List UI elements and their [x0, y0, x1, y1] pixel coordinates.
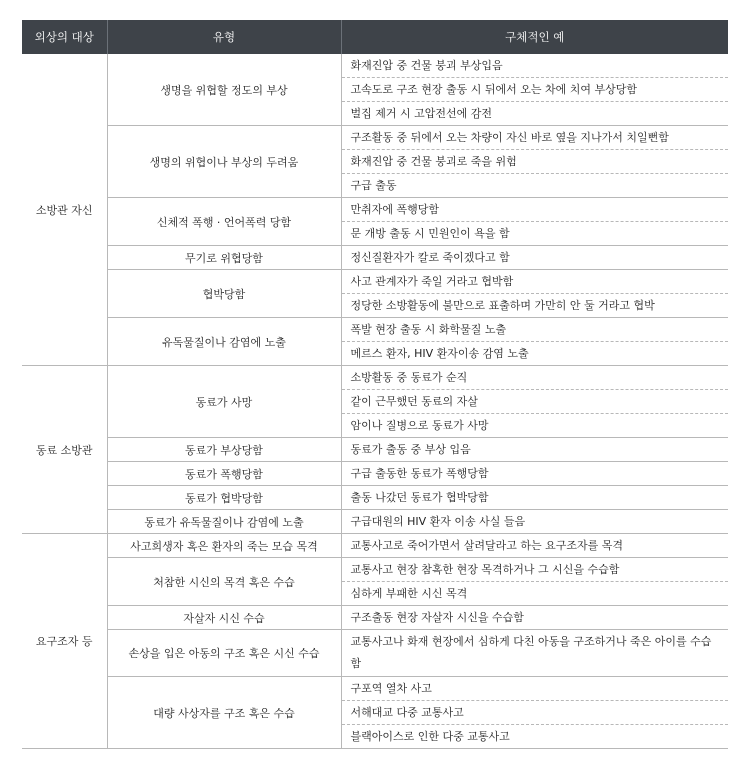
table-row	[22, 198, 728, 222]
category-cell: 동료 소방관	[22, 366, 107, 534]
example-cell: 동료가 출동 중 부상 입음	[341, 438, 728, 462]
trauma-table	[22, 20, 728, 749]
header-examples: 구체적인 예	[341, 20, 728, 54]
type-cell: 동료가 유독물질이나 감염에 노출	[107, 510, 341, 534]
table-row	[22, 246, 728, 270]
table-row	[22, 606, 728, 630]
example-cell: 구급대원의 HIV 환자 이송 사실 들음	[341, 510, 728, 534]
example-cell: 정신질환자가 칼로 죽이겠다고 함	[341, 246, 728, 270]
example-cell: 벌집 제거 시 고압전선에 감전	[341, 102, 728, 126]
type-cell: 자살자 시신 수습	[107, 606, 341, 630]
header-type: 유형	[107, 20, 341, 54]
table-row	[22, 462, 728, 486]
example-cell: 폭발 현장 출동 시 화학물질 노출	[341, 318, 728, 342]
type-cell: 동료가 폭행당함	[107, 462, 341, 486]
example-cell: 화재진압 중 건물 붕괴로 죽을 위험	[341, 150, 728, 174]
table-row	[22, 630, 728, 677]
type-cell: 무기로 위협당함	[107, 246, 341, 270]
example-cell: 출동 나갔던 동료가 협박당함	[341, 486, 728, 510]
table-row	[22, 318, 728, 342]
example-cell: 메르스 환자, HIV 환자이송 감염 노출	[341, 342, 728, 366]
table-row	[22, 558, 728, 582]
type-cell: 동료가 협박당함	[107, 486, 341, 510]
example-cell: 구포역 열차 사고	[341, 677, 728, 701]
example-cell: 구급 출동	[341, 174, 728, 198]
type-cell: 사고희생자 혹은 환자의 죽는 모습 목격	[107, 534, 341, 558]
type-cell: 신체적 폭행 · 언어폭력 당함	[107, 198, 341, 246]
example-cell: 정당한 소방활동에 불만으로 표출하며 가만히 안 둘 거라고 협박	[341, 294, 728, 318]
table-row	[22, 438, 728, 462]
example-cell: 구조활동 중 뒤에서 오는 차량이 자신 바로 옆을 지나가서 치일뻔함	[341, 126, 728, 150]
example-cell: 교통사고 현장 참혹한 현장 목격하거나 그 시신을 수습함	[341, 558, 728, 582]
table-row	[22, 54, 728, 78]
table-row	[22, 270, 728, 294]
table-row	[22, 534, 728, 558]
example-cell: 교통사고로 죽어가면서 살려달라고 하는 요구조자를 목격	[341, 534, 728, 558]
table-header-row	[22, 20, 728, 54]
table-row	[22, 126, 728, 150]
table-body	[22, 54, 728, 749]
example-cell: 블랙아이스로 인한 다중 교통사고	[341, 725, 728, 749]
type-cell: 대량 사상자를 구조 혹은 수습	[107, 677, 341, 749]
type-cell: 협박당함	[107, 270, 341, 318]
example-cell: 암이나 질병으로 동료가 사망	[341, 414, 728, 438]
table-row	[22, 510, 728, 534]
example-cell: 고속도로 구조 현장 출동 시 뒤에서 오는 차에 치여 부상당함	[341, 78, 728, 102]
example-cell: 문 개방 출동 시 민원인이 욕을 함	[341, 222, 728, 246]
type-cell: 동료가 사망	[107, 366, 341, 438]
table-row	[22, 677, 728, 701]
example-cell: 만취자에 폭행당함	[341, 198, 728, 222]
category-cell: 요구조자 등	[22, 534, 107, 749]
table-row	[22, 486, 728, 510]
type-cell: 생명의 위협이나 부상의 두려움	[107, 126, 341, 198]
example-cell: 구급 출동한 동료가 폭행당함	[341, 462, 728, 486]
type-cell: 동료가 부상당함	[107, 438, 341, 462]
header-target: 외상의 대상	[22, 20, 107, 54]
example-cell: 심하게 부패한 시신 목격	[341, 582, 728, 606]
type-cell: 유독물질이나 감염에 노출	[107, 318, 341, 366]
type-cell: 손상을 입은 아동의 구조 혹은 시신 수습	[107, 630, 341, 677]
type-cell: 처참한 시신의 목격 혹은 수습	[107, 558, 341, 606]
type-cell: 생명을 위협할 정도의 부상	[107, 54, 341, 126]
example-cell: 화재진압 중 건물 붕괴 부상입음	[341, 54, 728, 78]
trauma-table-container	[22, 20, 728, 749]
example-cell: 서해대교 다중 교통사고	[341, 701, 728, 725]
category-cell: 소방관 자신	[22, 54, 107, 366]
example-cell: 사고 관계자가 죽일 거라고 협박함	[341, 270, 728, 294]
table-row	[22, 366, 728, 390]
example-cell: 같이 근무했던 동료의 자살	[341, 390, 728, 414]
example-cell: 구조출동 현장 자살자 시신을 수습함	[341, 606, 728, 630]
example-cell: 교통사고나 화재 현장에서 심하게 다친 아동을 구조하거나 죽은 아이를 수습함	[341, 630, 728, 677]
example-cell: 소방활동 중 동료가 순직	[341, 366, 728, 390]
